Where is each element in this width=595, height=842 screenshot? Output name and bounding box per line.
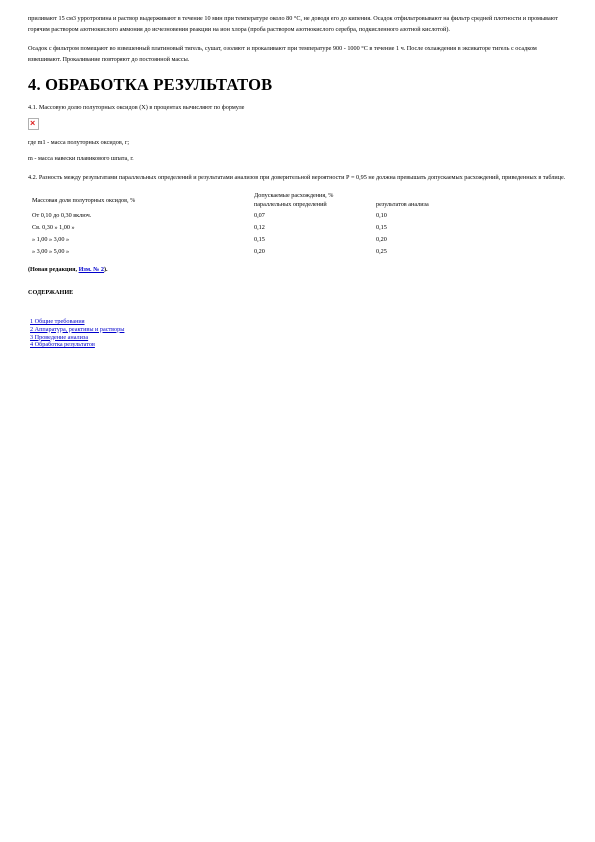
table-header-mass-fraction: Массовая доля полуторных оксидов, %	[32, 196, 136, 204]
table-cell-results: 0,20	[376, 235, 387, 243]
table-row	[28, 209, 490, 221]
where-m1-line: где m1 - масса полуторных оксидов, г;	[28, 138, 130, 146]
table-cell-range: » 3,00 » 5,00 »	[32, 247, 70, 255]
table-cell-parallel: 0,20	[254, 247, 265, 255]
toc-link-analysis-procedure[interactable]: 3 Проведение анализа	[30, 333, 89, 341]
table-cell-range: От 0,10 до 0,30 включ.	[32, 211, 92, 219]
contents-heading: СОДЕРЖАНИЕ	[28, 288, 74, 296]
table-subheader-parallel: параллельных определений	[254, 201, 327, 208]
toc-link-results-processing[interactable]: 4 Обработка результатов	[30, 341, 95, 349]
revision-note	[28, 265, 568, 276]
table-cell-parallel: 0,15	[254, 235, 265, 243]
table-cell-range: Св. 0,30 » 1,00 »	[32, 223, 75, 231]
table-cell-parallel: 0,12	[254, 223, 265, 231]
table-cell-results: 0,15	[376, 223, 387, 231]
section-title: 4. ОБРАБОТКА РЕЗУЛЬТАТОВ	[28, 75, 273, 94]
where-m-line: m - масса навески плавикового шпата, г.	[28, 155, 134, 162]
amendment-link[interactable]: Изм. № 2	[78, 266, 104, 273]
table-row	[28, 221, 490, 233]
table-row	[28, 233, 490, 245]
table-subheader-results: результатов анализа	[376, 201, 429, 208]
formula-image-placeholder	[28, 118, 39, 130]
broken-image-icon: ×	[30, 117, 36, 128]
document-page	[28, 14, 568, 349]
table-cell-results: 0,25	[376, 247, 387, 255]
paragraph-4-1: 4.1. Массовую долю полуторных оксидов (X) в процентах вычисляют по формуле	[28, 104, 245, 111]
table-cell-range: » 1,00 » 3,00 »	[32, 235, 70, 243]
toc-link-general-requirements[interactable]: 1 Общие требования	[30, 318, 85, 325]
table-cell-results: 0,10	[376, 211, 387, 219]
table-cell-parallel: 0,07	[254, 211, 265, 219]
revision-note-open: (Новая редакция,	[28, 266, 79, 273]
paragraph-calcination: Осадок с фильтром помещают во взвешенный платиновый тигель, сушат, озоляют и прокаливают при температуре 900 - 1000 °С в течение 1 ч. После охлаждения в эксикаторе тигель с осадком взвешивают. Прокаливание повторяют до постоянной массы.	[28, 45, 537, 63]
tolerance-table	[28, 191, 490, 257]
table-header-row	[28, 191, 490, 200]
table-of-contents	[28, 318, 568, 349]
toc-link-apparatus-reagents[interactable]: 2 Аппаратура, реактивы и растворы	[30, 325, 125, 333]
revision-note-close: ).	[104, 266, 108, 273]
paragraph-4-2: 4.2. Разность между результатами параллельных определений и результатами анализов при доверительной вероятности Р = 0,95 не должна превышать допускаемых расхождений, приведенных в таблице.	[28, 173, 566, 181]
table-header-tolerances: Допускаемые расхождения, %	[254, 192, 334, 199]
paragraph-procedure: приливают 15 см3 урротропина и раствор выдерживают в течение 10 мин при температуре около 80 °С, не доводя его до кипения. Осадок отфильтровывают на фильтр средней плотности и промывают горячим раствором азотнокислого аммония до исчезновения реакции на ион хлора (проба раствором азотнокислого серебра, подкисленного азотной кислотой).	[28, 15, 558, 33]
table-row	[28, 245, 490, 257]
